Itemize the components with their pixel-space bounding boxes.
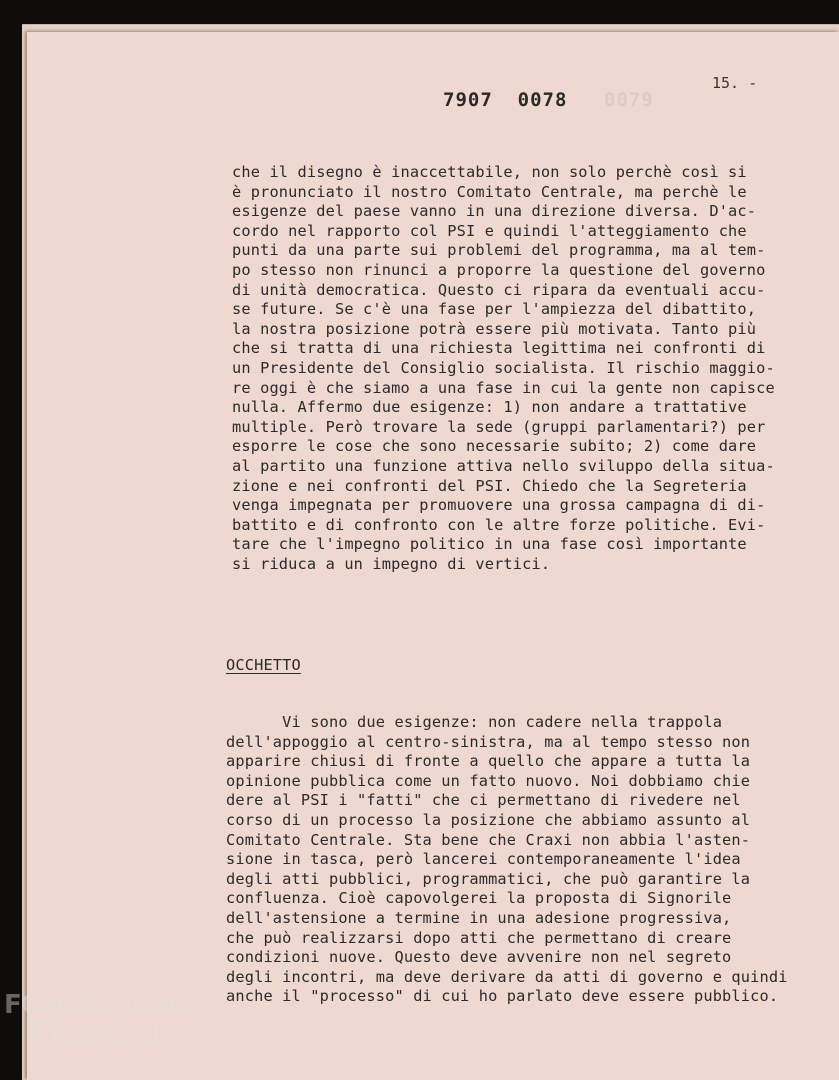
speaker-heading: OCCHETTO: [226, 656, 301, 674]
archive-code-ghost: 0079: [604, 89, 654, 111]
text-line: dell'appoggio al centro-sinistra, ma al tempo stesso non: [226, 732, 751, 751]
text-line: che può realizzarsi dopo atti che permettano di creare: [226, 928, 732, 947]
text-line: degli atti pubblici, programmatici, che può garantire la: [226, 869, 751, 888]
fondazione-gramsci-watermark: [4, 990, 214, 1070]
text-line: la nostra posizione potrà essere più motivata. Tanto più: [232, 319, 757, 338]
text-line: esigenze del paese vanno in una direzione diversa. D'ac-: [232, 202, 757, 221]
text-line: zione e nei confronti del PSI. Chiedo che la Segreteria: [232, 476, 747, 495]
text-line: re oggi è che siamo a una fase in cui la gente non capisce: [232, 378, 775, 397]
text-line: sione in tasca, però lancerei contemporaneamente l'idea: [226, 850, 741, 869]
text-line: se future. Se c'è una fase per l'ampiezza del dibattito,: [232, 300, 757, 319]
text-line: si riduca a un impegno di vertici.: [232, 554, 551, 573]
text-line: Comitato Centrale. Sta bene che Craxi non abbia l'asten-: [226, 830, 751, 849]
text-line: multiple. Però trovare la sede (gruppi parlamentari?) per: [232, 417, 766, 436]
text-line: di unità democratica. Questo ci ripara da eventuali accu-: [232, 280, 766, 299]
text-line: che si tratta di una richiesta legittima nei confronti di: [232, 339, 766, 358]
text-line: corso di un processo la posizione che abbiamo assunto al: [226, 810, 751, 829]
paragraph-2: [226, 713, 788, 1007]
text-line: degli incontri, ma deve derivare da atti di governo e quindi: [226, 967, 788, 986]
text-line: tare che l'impegno politico in una fase così importante: [232, 535, 747, 554]
text-line: condizioni nuove. Questo deve avvenire non nel segreto: [226, 948, 732, 967]
text-line: cordo nel rapporto col PSI e quindi l'atteggiamento che: [232, 221, 747, 240]
text-line: venga impegnata per promuovere una grossa campagna di di-: [232, 496, 766, 515]
text-line: anche il "processo" di cui ho parlato deve essere pubblico.: [226, 987, 779, 1006]
text-line: opinione pubblica come un fatto nuovo. Noi dobbiamo chie: [226, 771, 751, 790]
text-line: un Presidente del Consiglio socialista. Il rischio maggio-: [232, 358, 775, 377]
text-line: è pronunciato il nostro Comitato Centrale, ma perchè le: [232, 182, 747, 201]
watermark-line-1: FONDAZIONE: [4, 990, 193, 1020]
archive-code: 7907 0078: [443, 89, 568, 111]
text-line: po stesso non rinunci a proporre la questione del governo: [232, 260, 766, 279]
text-line: esporre le cose che sono necessarie subito; 2) come dare: [232, 437, 757, 456]
text-line: al partito una funzione attiva nello sviluppo della situa-: [232, 456, 775, 475]
text-line: che il disegno è inaccettabile, non solo perchè così si: [232, 163, 747, 181]
text-line: punti da una parte sui problemi del programma, ma al tem-: [232, 241, 766, 260]
text-line: Vi sono due esigenze: non cadere nella trappola: [226, 713, 723, 731]
text-line: confluenza. Cioè capovolgerei la proposta di Signorile: [226, 889, 732, 908]
text-line: nulla. Affermo due esigenze: 1) non andare a trattative: [232, 398, 747, 417]
page-number: 15. -: [712, 74, 758, 92]
watermark-sub: onlus: [182, 1050, 207, 1060]
text-line: dere al PSI i "fatti" che ci permettano di rivedere nel: [226, 791, 741, 810]
text-line: apparire chiusi di fronte a quello che appare a tutta la: [226, 752, 751, 771]
watermark-line-2: RAMSCI: [50, 1020, 161, 1050]
text-line: dell'astensione a termine in una adesione progressiva,: [226, 908, 732, 927]
text-line: battito e di confronto con le altre forze politiche. Evi-: [232, 515, 766, 534]
paragraph-1: [232, 163, 775, 574]
